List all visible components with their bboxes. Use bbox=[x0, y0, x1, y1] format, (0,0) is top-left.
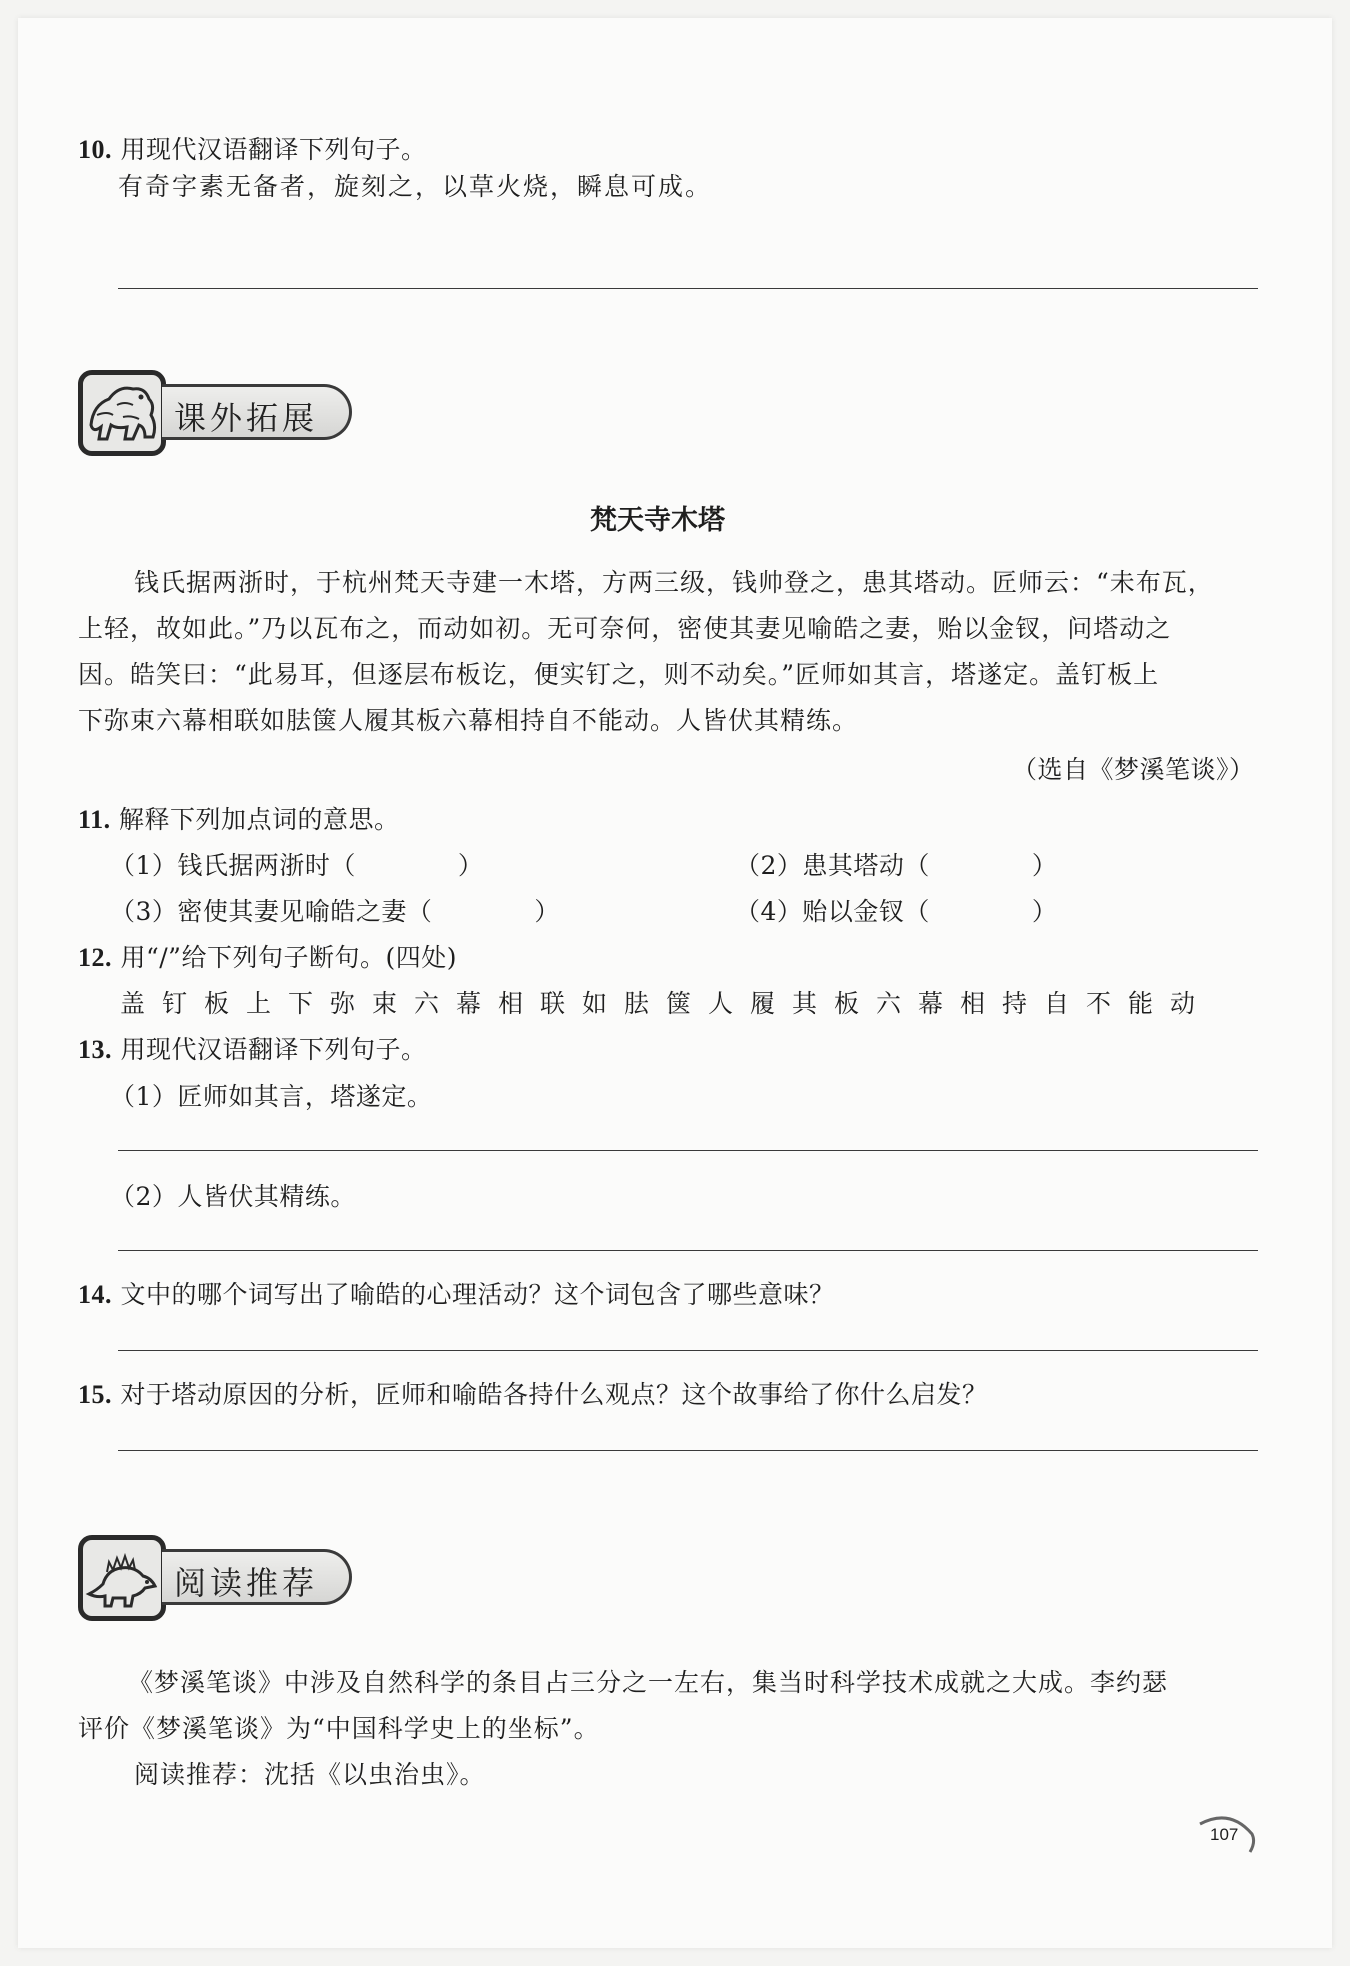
page-number: 107 bbox=[1210, 1825, 1239, 1844]
q12-sentence[interactable]: 盖钉板上下弥束六幕相联如胠箧人履其板六幕相持自不能动 bbox=[120, 989, 1213, 1018]
article-line: 上轻，故如此。”乃以瓦布之，而动如初。无可奈何，密使其妻见喻皓之妻，贻以金钗，问塔动之 bbox=[78, 614, 1172, 643]
question-12 bbox=[78, 938, 457, 974]
section-title: 阅读推荐 bbox=[174, 1564, 319, 1602]
question-10-sentence: 有奇字素无备者，旋刻之，以草火烧，瞬息可成。 bbox=[118, 172, 713, 201]
section-title: 课外拓展 bbox=[174, 399, 319, 437]
workbook-page bbox=[18, 18, 1332, 1948]
section-label-pill bbox=[162, 384, 352, 440]
answer-line[interactable] bbox=[118, 1150, 1258, 1151]
question-10 bbox=[78, 130, 426, 166]
section-label-pill bbox=[162, 1549, 352, 1605]
reading-recommend: 阅读推荐：沈括《以虫治虫》。 bbox=[134, 1760, 486, 1789]
section-header-reading bbox=[78, 1535, 358, 1621]
question-11 bbox=[78, 800, 400, 836]
article-line: 钱氏据两浙时，于杭州梵天寺建一木塔，方两三级，钱帅登之，患其塔动。匠师云：“未布瓦， bbox=[134, 568, 1214, 597]
q11-item-2[interactable]: （2）患其塔动（ ） bbox=[735, 851, 1058, 880]
question-text: 用“/”给下列句子断句。(四处) bbox=[120, 943, 457, 972]
article-title: 梵天寺木塔 bbox=[590, 505, 725, 536]
section-header-extension bbox=[78, 370, 358, 456]
answer-line[interactable] bbox=[118, 1450, 1258, 1451]
q11-item-1[interactable]: （1）钱氏据两浙时（ ） bbox=[110, 851, 484, 880]
answer-line[interactable] bbox=[118, 1250, 1258, 1251]
question-number: 15. bbox=[78, 1380, 112, 1409]
q13-item-2: （2）人皆伏其精练。 bbox=[110, 1182, 356, 1211]
question-14 bbox=[78, 1275, 834, 1311]
q11-item-3[interactable]: （3）密使其妻见喻皓之妻（ ） bbox=[110, 897, 560, 926]
question-number: 12. bbox=[78, 943, 112, 972]
q11-item-4[interactable]: （4）贻以金钗（ ） bbox=[735, 897, 1058, 926]
question-number: 11. bbox=[78, 805, 111, 834]
reading-body bbox=[78, 1660, 1268, 1798]
answer-line[interactable] bbox=[118, 1350, 1258, 1351]
article-body bbox=[78, 560, 1268, 744]
question-text: 用现代汉语翻译下列句子。 bbox=[120, 135, 427, 164]
question-text: 文中的哪个词写出了喻皓的心理活动？这个词包含了哪些意味？ bbox=[120, 1280, 835, 1309]
question-number: 14. bbox=[78, 1280, 112, 1309]
article-line: 下弥束六幕相联如胠箧人履其板六幕相持自不能动。人皆伏其精练。 bbox=[78, 706, 859, 735]
question-number: 13. bbox=[78, 1035, 112, 1064]
question-13 bbox=[78, 1030, 426, 1066]
reading-line: 《梦溪笔谈》中涉及自然科学的条目占三分之一左右，集当时科学技术成就之大成。李约瑟 bbox=[128, 1668, 1169, 1697]
article-line: 因。皓笑曰：“此易耳，但逐层布板讫，便实钉之，则不动矣。”匠师如其言，塔遂定。盖钉板上 bbox=[78, 660, 1160, 689]
q13-item-1: （1）匠师如其言，塔遂定。 bbox=[110, 1082, 433, 1111]
question-15 bbox=[78, 1375, 987, 1411]
answer-line[interactable] bbox=[118, 288, 1258, 289]
animal-emblem-icon bbox=[78, 370, 166, 456]
article-source: （选自《梦溪笔谈》） bbox=[1012, 755, 1255, 784]
question-text: 用现代汉语翻译下列句子。 bbox=[120, 1035, 427, 1064]
question-number: 10. bbox=[78, 135, 112, 164]
reading-line: 评价《梦溪笔谈》为“中国科学史上的坐标”。 bbox=[78, 1714, 600, 1743]
dinosaur-emblem-icon bbox=[78, 1535, 166, 1621]
question-text: 解释下列加点词的意思。 bbox=[119, 805, 400, 834]
question-text: 对于塔动原因的分析，匠师和喻皓各持什么观点？这个故事给了你什么启发？ bbox=[120, 1380, 988, 1409]
